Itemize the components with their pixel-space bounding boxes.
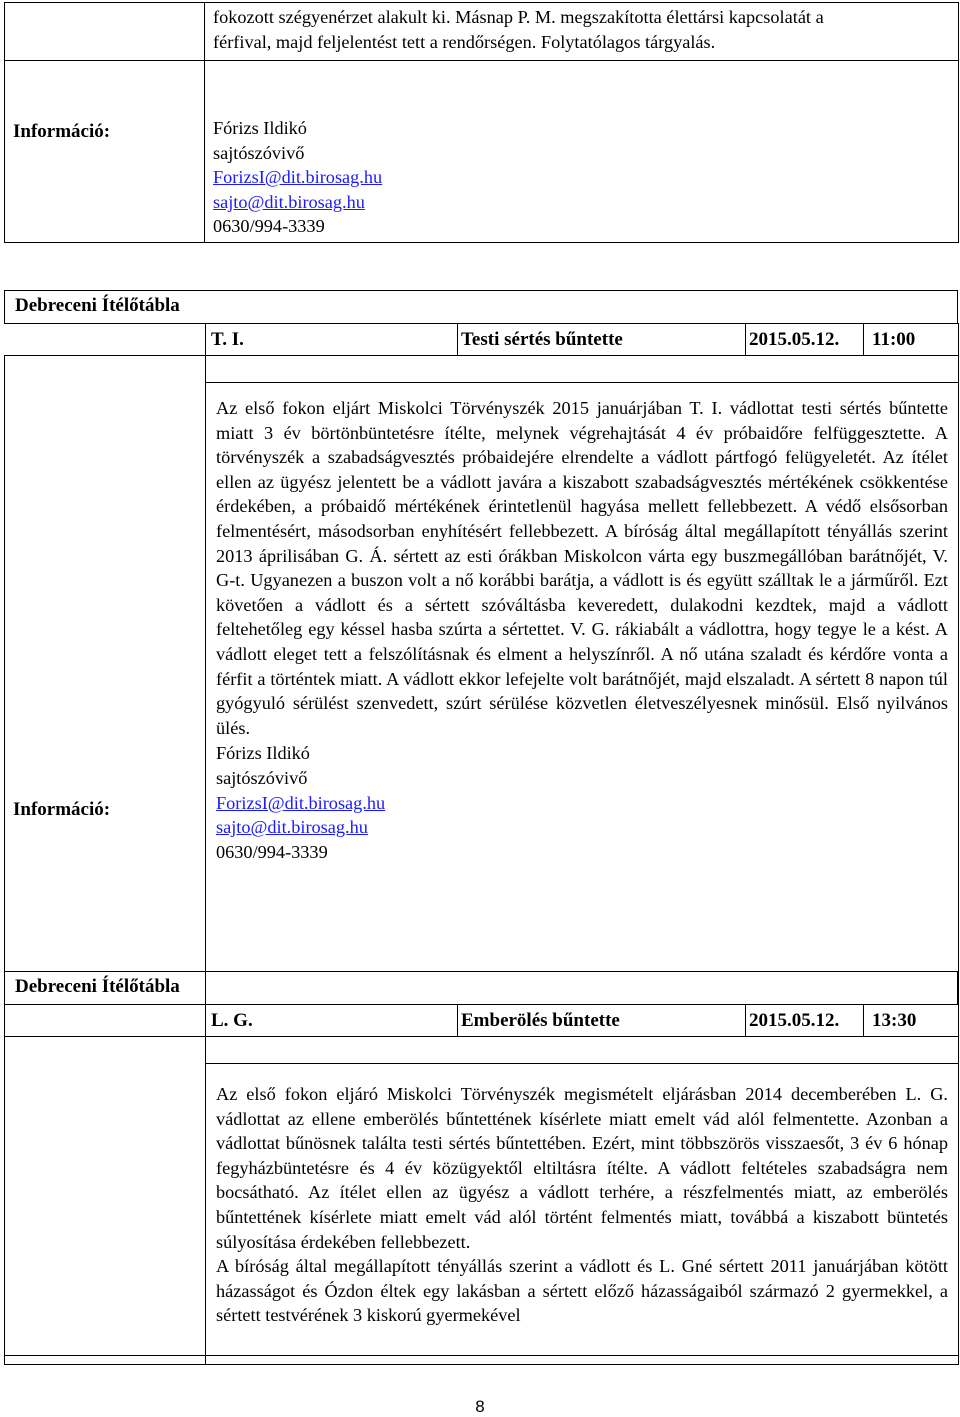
case-body-table <box>4 1036 959 1356</box>
time-cell: 11:00 <box>864 324 959 356</box>
contact-name: Fórizs Ildikó <box>213 118 307 138</box>
case-header-table <box>205 1004 959 1037</box>
court-name: Debreceni Ítélőtábla <box>5 291 958 324</box>
contact-email-link[interactable]: ForizsI@dit.birosag.hu <box>213 167 383 188</box>
contact-role: sajtószóvivő <box>216 767 308 788</box>
charge-cell: Emberölés bűntette <box>458 1005 746 1037</box>
contact-name: Fórizs Ildikó <box>216 743 310 764</box>
left-blank-cell <box>5 1037 206 1356</box>
blank-row <box>206 1037 958 1064</box>
case-header-table <box>205 323 959 356</box>
date-cell: 2015.05.12. <box>746 324 864 356</box>
case-description-cell <box>205 3 959 61</box>
defendant-cell: L. G. <box>206 1005 458 1037</box>
defendant-cell: T. I. <box>206 324 458 356</box>
contact-phone: 0630/994-3339 <box>213 216 325 237</box>
left-blank-cell <box>5 3 205 61</box>
info-label: Információ: <box>5 356 206 1365</box>
case-summary-paragraph: Az első fokon eljárt Miskolci Törvényszék 2015 januárjában T. I. vádlottat testi sértés bűntette miatt 3 év börtönbüntetésre ítélte, melynek végrehajtását 4 év próbaidőre felfüggesztette. A törvényszék a szabadságvesztés próbaidejére elrendelte a vádlott pártfogó felügyeletét. Az ítélet ellen az ügyész jelentett be a vádlott javára a kiszabott szabadságvesztés mértékének csökkentése érdekében, a próbaidő mértékének érintetlenül hagyása mellett fellebbezett. A védő elsősorban felmentésért, másodsorban enyhítésért fellebbezett. A bíróság által megállapított tényállás szerint 2013 áprilisában G. Á. sértett az esti órákban Miskolcon várta egy buszmegállóban barátnőjét, V. G-t. Ugyanezen a buszon volt a nő korábbi barátja, a vádlott is és együtt szálltak le a járműről. Ezt követően a vádlott és a sértett szóváltásba keveredett, dulakodni kezdtek, majd a vádlott feltehetőleg egy késsel hasba szúrta a sértettet. V. G. rákiabált a vádlottra, hogy tegye le a kést. A vádlott eleget tett a felszólításnak és elment a helyszínről. A nő utána szaladt és kérdőre vonta a férfit a történtek miatt. A vádlott ekkor lefejelte volt barátnőjét, majd elszaladt. A sértett 8 napon túl gyógyuló sérülést szenvedett, szúrt sérülése közvetlen életveszélyesnek minősül. Első nyilvános ülés. <box>216 398 948 738</box>
blank-row <box>206 356 958 383</box>
court-header-table <box>4 290 958 324</box>
case-facts-paragraph: A bíróság által megállapított tényállás szerint a vádlott és L. Gné sértett 2011 januárjában kötött házasságot és Ózdon éltek egy lakásban a sértett előző házasságaiból származó 2 gyermekkel, a sértett testvérének 3 kiskorú gyermekével <box>216 1256 948 1326</box>
contact-role: sajtószóvivő <box>213 142 305 163</box>
date-cell: 2015.05.12. <box>746 1005 864 1037</box>
case-table-continuation <box>4 2 959 243</box>
press-email-link[interactable]: sajto@dit.birosag.hu <box>213 191 365 212</box>
court-name: Debreceni Ítélőtábla <box>5 972 958 1005</box>
case-summary-paragraph: Az első fokon eljáró Miskolci Törvényszék megismételt eljárásban 2014 decemberében L. G. vádlottat az ellene emberölés bűntettének kísérlete miatt emelt vád alól felmentette. Azonban a vádlottat bűnösnek találta testi sértés bűntettében. Ezért, mint többszörös visszaesőt, 3 év 6 hónap fegyházbüntetésre és 4 év közügyektől eltiltásra ítélte. A vádlott feltételes szabadságra nem bocsátható. Az ítélet ellen az ügyész a vádlott terhére, a részfelmentés miatt, az emberölés bűntettének kísérlete miatt emelt vád alól történt felmentés miatt, továbbá a kiszabott büntetés súlyosítása érdekében fellebbezett. <box>216 1084 948 1252</box>
press-email-link[interactable]: sajto@dit.birosag.hu <box>216 817 368 838</box>
charge-cell: Testi sértés bűntette <box>458 324 746 356</box>
court-header-table <box>4 971 958 1005</box>
contact-email-link[interactable]: ForizsI@dit.birosag.hu <box>216 792 386 813</box>
contact-cell <box>205 61 959 243</box>
time-cell: 13:30 <box>864 1005 959 1037</box>
page-number: 8 <box>475 1397 485 1416</box>
info-label: Információ: <box>5 61 205 243</box>
text-line: férfival, majd feljelentést tett a rendőrségen. Folytatólagos tárgyalás. <box>213 31 716 52</box>
contact-phone: 0630/994-3339 <box>216 841 328 862</box>
text-line: fokozott szégyenérzet alakult ki. Másnap P. M. megszakította élettársi kapcsolatát a <box>213 7 824 27</box>
case-content-cell <box>206 1037 959 1356</box>
